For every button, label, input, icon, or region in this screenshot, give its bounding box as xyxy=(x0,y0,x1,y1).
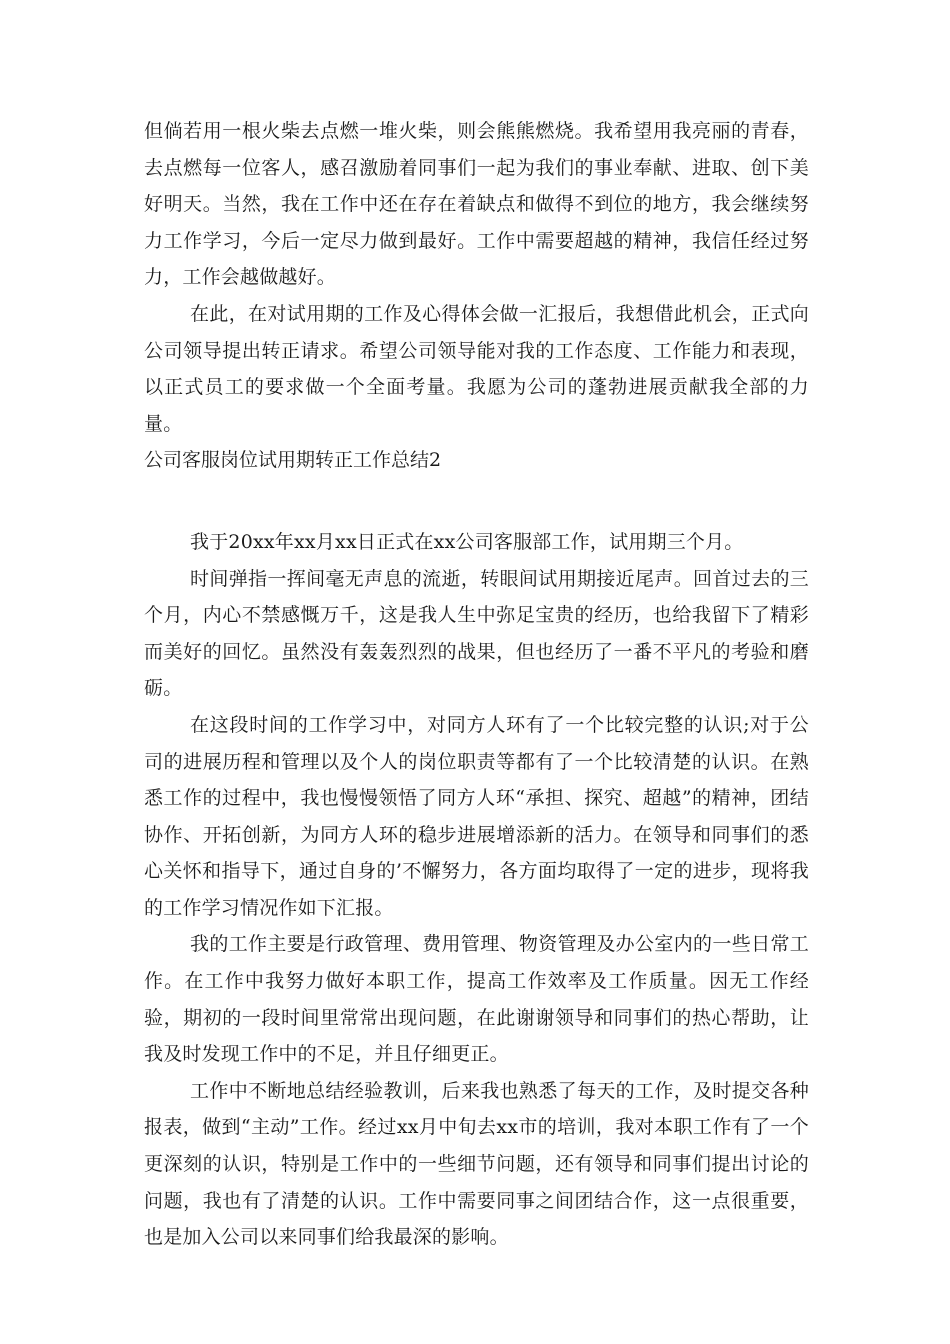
paragraph-request: 在此，在对试用期的工作及心得体会做一汇报后，我想借此机会，正式向公司领导提出转正请求。希望公司领导能对我的工作态度、工作能力和表现，以正式员工的要求做一个全面考量。我愿为公司的蓬勃进展贡献我全部的力量。 xyxy=(144,302,809,435)
section-title: 公司客服岗位试用期转正工作总结2 xyxy=(144,449,442,472)
blank-line xyxy=(144,479,809,524)
paragraph-lessons: 工作中不断地总结经验教训，后来我也熟悉了每天的工作，及时提交各种报表，做到“主动”工作。经过xx月中旬去xx市的培训，我对本职工作有了一个更深刻的认识，特别是工作中的一些细节问题，还有领导和同事们提出讨论的问题，我也有了清楚的认识。工作中需要同事之间团结合作，这一点很重要，也是加入公司以来同事们给我最深的影响。 xyxy=(144,1079,809,1249)
paragraph-intro: 我于20xx年xx月xx日正式在xx公司客服部工作，试用期三个月。 xyxy=(190,530,744,553)
document-page xyxy=(144,113,809,1256)
paragraph-reflection: 时间弹指一挥间毫无声息的流逝，转眼间试用期接近尾声。回首过去的三个月，内心不禁感慨万千，这是我人生中弥足宝贵的经历，也给我留下了精彩而美好的回忆。虽然没有轰轰烈烈的战果，但也经历了一番不平凡的考验和磨砺。 xyxy=(144,567,809,700)
paragraph-understanding: 在这段时间的工作学习中，对同方人环有了一个比较完整的认识;对于公司的进展历程和管理以及个人的岗位职责等都有了一个比较清楚的认识。在熟悉工作的过程中，我也慢慢领悟了同方人环“承担、探究、超越”的精神，团结协作、开拓创新，为同方人环的稳步进展增添新的活力。在领导和同事们的悉心关怀和指导下，通过自身的’不懈努力，各方面均取得了一定的进步，现将我的工作学习情况作如下汇报。 xyxy=(144,713,809,919)
paragraph-continuation: 但倘若用一根火柴去点燃一堆火柴，则会熊熊燃烧。我希望用我亮丽的青春，去点燃每一位客人，感召激励着同事们一起为我们的事业奉献、进取、创下美好明天。当然，我在工作中还在存在着缺点和做得不到位的地方，我会继续努力工作学习，今后一定尽力做到最好。工作中需要超越的精神，我信任经过努力，工作会越做越好。 xyxy=(144,120,809,289)
paragraph-duties: 我的工作主要是行政管理、费用管理、物资管理及办公室内的一些日常工作。在工作中我努力做好本职工作，提高工作效率及工作质量。因无工作经验，期初的一段时间里常常出现问题，在此谢谢领导和同事们的热心帮助，让我及时发现工作中的不足，并且仔细更正。 xyxy=(144,933,809,1066)
